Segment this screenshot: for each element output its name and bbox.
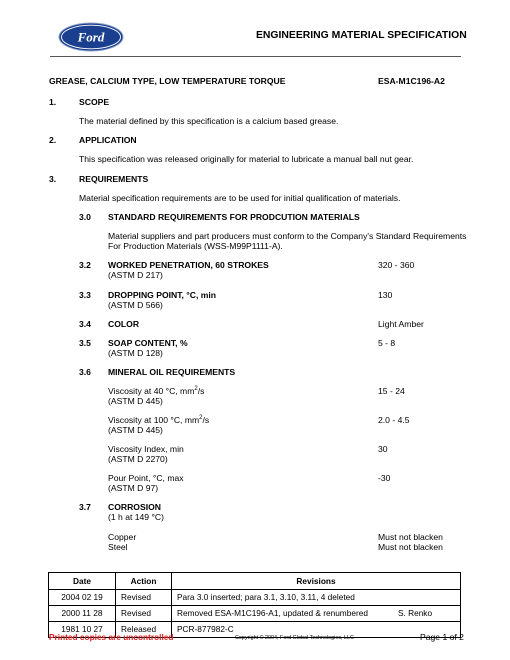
req-3-7-condition: (1 h at 149 °C) <box>108 512 164 522</box>
req-3-5-title: SOAP CONTENT, % <box>108 338 188 348</box>
viscosity-40-label: Viscosity at 40 °C, $mm^2/s$ <box>108 386 205 396</box>
req-3-0-text-line2: For Production Materials (WSS-M99P1111-A). <box>108 241 283 251</box>
req-3-3-method: (ASTM D 566) <box>108 300 163 310</box>
req-3-4-title: COLOR <box>108 319 140 329</box>
section-3-number: 3. <box>49 174 57 184</box>
revision-action: Released <box>116 622 172 638</box>
viscosity-index-value: 30 <box>378 444 388 454</box>
req-3-7-title: CORROSION <box>108 502 161 512</box>
pour-point-label: Pour Point, °C, max <box>108 473 184 483</box>
pour-point-value: -30 <box>378 473 391 483</box>
corrosion-copper-label: Copper <box>108 532 137 542</box>
corrosion-copper-value: Must not blacken <box>378 532 443 542</box>
viscosity-100-method: (ASTM D 445) <box>108 425 163 435</box>
req-3-4-value: Light Amber <box>378 319 424 329</box>
revision-author: S. Renko <box>397 608 433 618</box>
header-divider <box>50 56 461 57</box>
revision-description: PCR-877982-C <box>172 622 461 638</box>
viscosity-index-method: (ASTM D 2270) <box>108 454 168 464</box>
req-3-2-title: WORKED PENETRATION, 60 STROKES <box>108 260 269 270</box>
revision-description: Para 3.0 inserted; para 3.1, 3.10, 3.11, 4 deleted <box>172 590 461 606</box>
req-3-3-value: 130 <box>378 290 393 300</box>
req-3-3-title: DROPPING POINT, °C, min <box>108 290 217 300</box>
req-3-2-number: 3.2 <box>79 260 91 270</box>
viscosity-index-label: Viscosity Index, min <box>108 444 184 454</box>
section-2-text: This specification was released originally for material to lubricate a manual ball nut gear. <box>79 154 414 164</box>
req-3-7-number: 3.7 <box>79 502 91 512</box>
req-3-0-number: 3.0 <box>79 212 91 222</box>
corrosion-steel-label: Steel <box>108 542 128 552</box>
pour-point-method: (ASTM D 97) <box>108 483 159 493</box>
ford-logo-text: Ford <box>77 29 105 45</box>
req-3-6-number: 3.6 <box>79 367 91 377</box>
req-3-2-method: (ASTM D 217) <box>108 270 163 280</box>
viscosity-100-value: 2.0 - 4.5 <box>378 415 410 425</box>
viscosity-100-label: Viscosity at 100 °C, $mm^2/s$ <box>108 415 210 425</box>
revisions-table <box>48 572 461 638</box>
section-1-number: 1. <box>49 97 57 107</box>
section-1-title: SCOPE <box>79 97 110 107</box>
document-code: ESA-M1C196-A2 <box>378 76 445 86</box>
revision-date: 2004 02 19 <box>49 590 116 606</box>
table-row <box>49 590 461 606</box>
revision-action: Revised <box>116 606 172 622</box>
revision-date: 2000 11 28 <box>49 606 116 622</box>
footer-page-number: Page 1 of 2 <box>420 632 464 642</box>
section-2-title: APPLICATION <box>79 135 137 145</box>
document-name: GREASE, CALCIUM TYPE, LOW TEMPERATURE TORQUE <box>49 76 286 86</box>
req-3-5-value: 5 - 8 <box>378 338 396 348</box>
ford-logo <box>58 22 124 52</box>
footer-uncontrolled-notice: Printed copies are uncontrolled <box>49 632 174 642</box>
revision-date: 1981 10 27 <box>49 622 116 638</box>
revisions-header-date: Date <box>49 573 116 590</box>
req-3-3-number: 3.3 <box>79 290 91 300</box>
req-3-6-title: MINERAL OIL REQUIREMENTS <box>108 367 236 377</box>
section-1-text: The material defined by this specification is a calcium based grease. <box>79 116 339 126</box>
revisions-header-revisions: Revisions <box>172 573 461 590</box>
section-3-title: REQUIREMENTS <box>79 174 149 184</box>
req-3-0-text-line1: Material suppliers and part producers must conform to the Company's Standard Requirements <box>108 231 467 241</box>
revision-action: Revised <box>116 590 172 606</box>
viscosity-40-value: 15 - 24 <box>378 386 405 396</box>
viscosity-40-method: (ASTM D 445) <box>108 396 163 406</box>
footer-copyright: Copyright © 2004, Ford Global Technologies, LLC <box>235 635 354 641</box>
req-3-0-title: STANDARD REQUIREMENTS FOR PRODCUTION MATERIALS <box>108 212 360 222</box>
section-2-number: 2. <box>49 135 57 145</box>
revisions-header-row <box>49 573 461 590</box>
req-3-5-number: 3.5 <box>79 338 91 348</box>
req-3-2-value: 320 - 360 <box>378 260 415 270</box>
req-3-4-number: 3.4 <box>79 319 91 329</box>
table-row <box>49 606 461 622</box>
section-3-text: Material specification requirements are to be used for initial qualification of materials. <box>79 193 401 203</box>
revisions-header-action: Action <box>116 573 172 590</box>
req-3-5-method: (ASTM D 128) <box>108 348 163 358</box>
revision-description: Removed ESA-M1C196-A1, updated & renumbered S. Renko <box>172 606 461 622</box>
header-title: ENGINEERING MATERIAL SPECIFICATION <box>256 30 467 41</box>
corrosion-steel-value: Must not blacken <box>378 542 443 552</box>
